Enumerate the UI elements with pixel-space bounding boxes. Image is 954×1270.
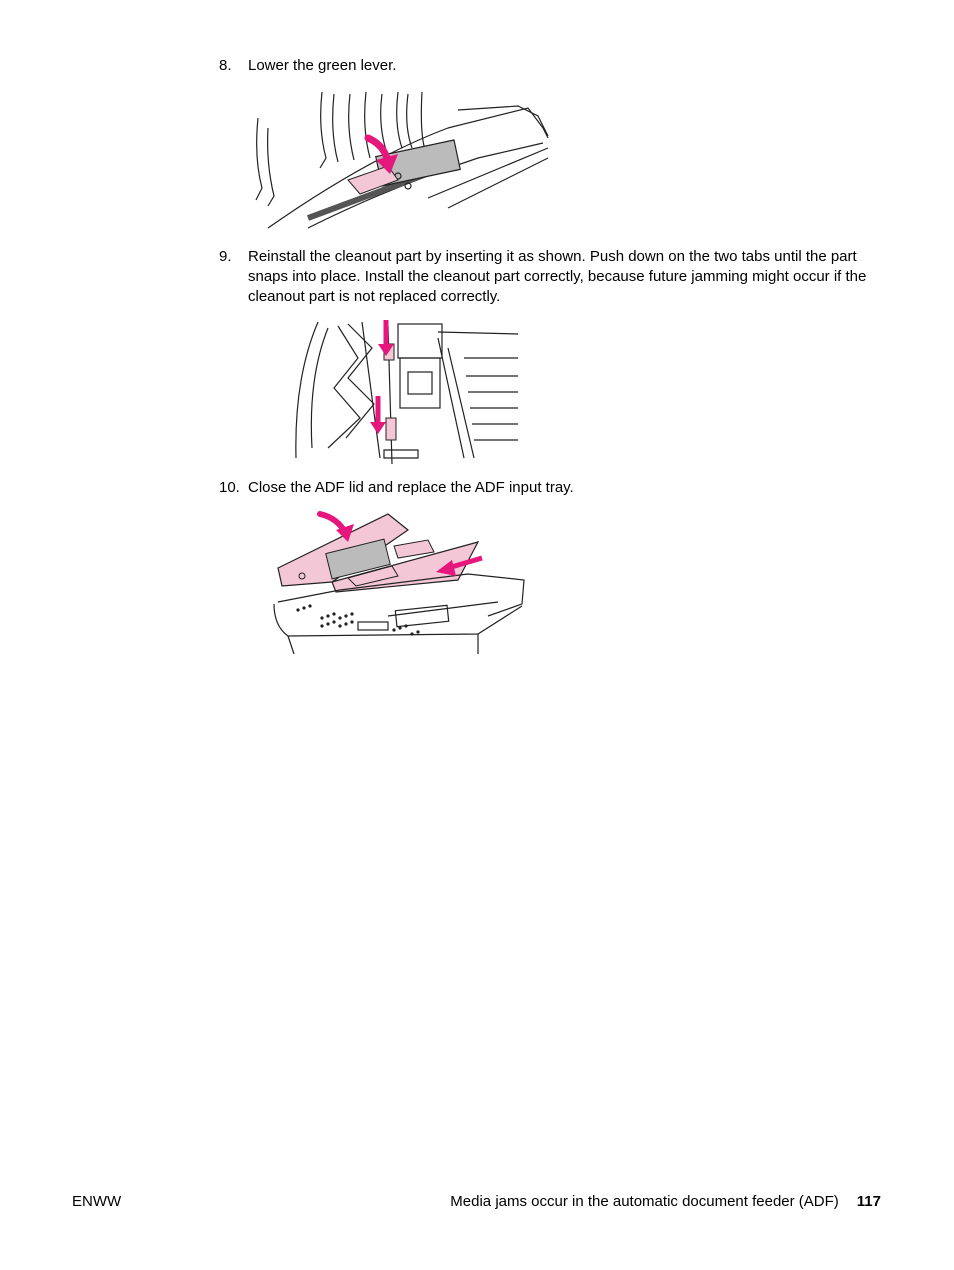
step-number: 8. xyxy=(219,57,232,74)
footer-doc-id: ENWW xyxy=(72,1193,122,1210)
reinstall-cleanout-part-illustration xyxy=(288,318,520,466)
step-9 xyxy=(219,247,879,307)
close-adf-lid-illustration xyxy=(268,506,530,656)
step-text: Close the ADF lid and replace the ADF input tray. xyxy=(248,479,574,496)
step-text: Lower the green lever. xyxy=(248,57,397,74)
page-number: 117 xyxy=(856,1193,881,1210)
footer-section xyxy=(450,1192,881,1212)
step-number: 9. xyxy=(219,248,232,265)
step-number: 10. xyxy=(219,479,240,496)
footer-section-title: Media jams occur in the automatic document feeder (ADF) xyxy=(450,1193,839,1210)
lower-green-lever-illustration xyxy=(248,88,558,234)
step-text: Reinstall the cleanout part by inserting it as shown. Push down on the two tabs until the part snaps into place. Install the cleanout part correctly, because future jamming might occur if the cleanout part is not replaced correctly. xyxy=(248,248,867,305)
